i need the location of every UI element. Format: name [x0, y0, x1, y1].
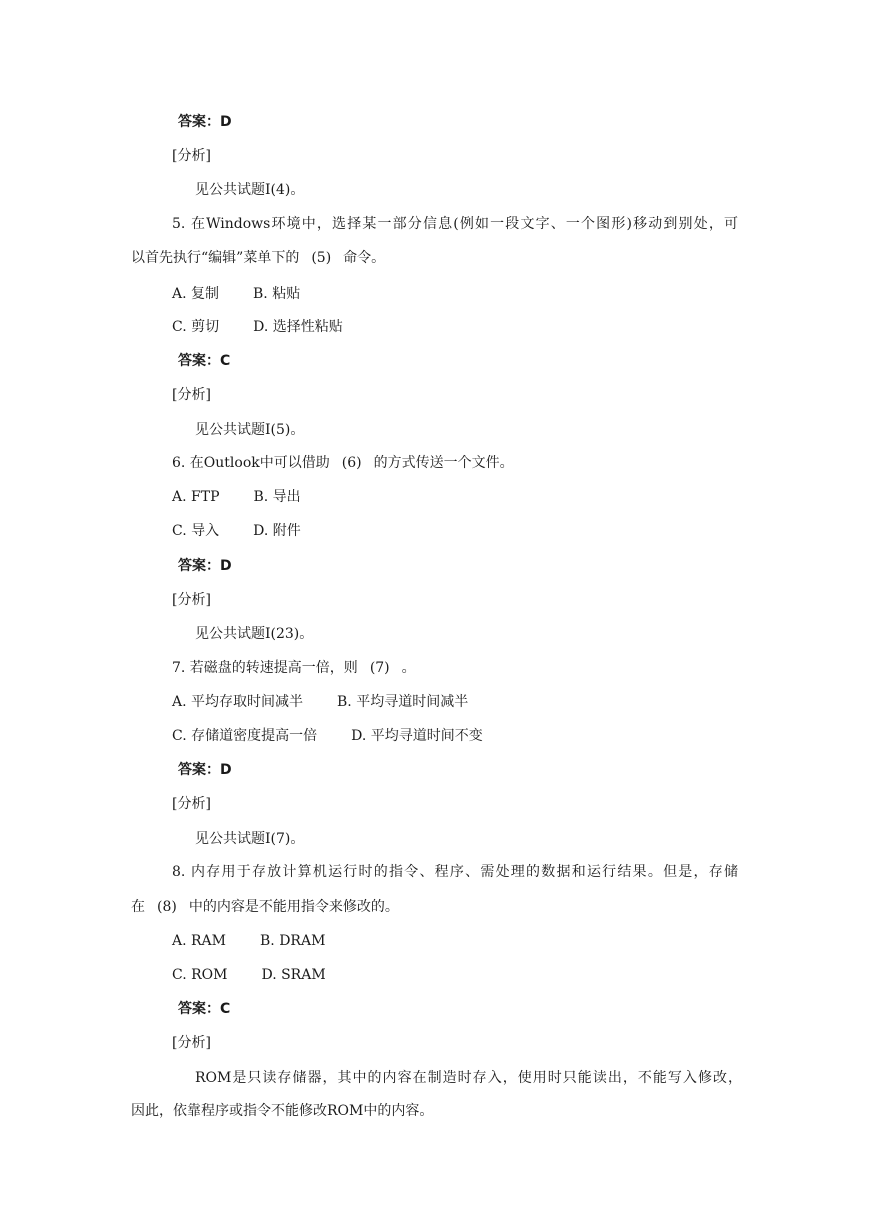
answer-4: 答案：D — [178, 114, 232, 130]
question-5-text-pre: 以首先执行“编辑”菜单下的 — [131, 250, 300, 266]
question-7-options-ab — [172, 692, 468, 712]
question-8-text-post: 中的内容是不能用指令来修改的。 — [188, 899, 399, 915]
option-8b: B. DRAM — [260, 933, 326, 949]
analysis-text-8-line-2: 因此，依靠程序或指令不能修改ROM中的内容。 — [131, 1103, 434, 1119]
question-6 — [172, 453, 514, 473]
question-8-text-pre: 在 — [131, 899, 145, 915]
option-7b: B. 平均寻道时间减半 — [337, 694, 469, 710]
question-5-blank: (5) — [311, 250, 332, 266]
question-6-text-post: 的方式传送一个文件。 — [373, 455, 514, 471]
analysis-tag-7: [分析] — [172, 796, 211, 812]
analysis-tag-5: [分析] — [172, 387, 211, 403]
option-6d: D. 附件 — [253, 523, 301, 539]
question-7-options-cd — [172, 726, 483, 746]
question-6-text-pre: 6. 在Outlook中可以借助 — [172, 455, 330, 471]
option-8a: A. RAM — [172, 933, 226, 949]
question-7-blank: (7) — [369, 660, 390, 676]
option-6c: C. 导入 — [172, 523, 220, 539]
question-7-text-pre: 7. 若磁盘的转速提高一倍，则 — [172, 660, 358, 676]
question-5-line-2 — [131, 248, 385, 268]
option-7d: D. 平均寻道时间不变 — [351, 728, 483, 744]
option-7c: C. 存储道密度提高一倍 — [172, 728, 318, 744]
option-6a: A. FTP — [172, 489, 220, 505]
analysis-text-5: 见公共试题Ⅰ(5)。 — [195, 422, 305, 438]
answer-5: 答案：C — [178, 353, 231, 369]
question-5-options-ab — [172, 284, 300, 304]
question-7 — [172, 658, 416, 678]
option-6b: B. 导出 — [253, 489, 301, 505]
analysis-text-8-line-1: ROM是只读存储器，其中的内容在制造时存入，使用时只能读出，不能写入修改， — [195, 1070, 742, 1086]
option-8c: C. ROM — [172, 967, 228, 983]
question-8-options-cd — [172, 965, 326, 985]
analysis-tag-6: [分析] — [172, 592, 211, 608]
answer-8: 答案：C — [178, 1001, 231, 1017]
question-8-blank: (8) — [157, 899, 177, 915]
question-6-options-cd — [172, 521, 301, 541]
answer-6: 答案：D — [178, 558, 232, 574]
question-5-text-post: 命令。 — [343, 250, 386, 266]
question-8-line-1: 8. 内存用于存放计算机运行时的指令、程序、需处理的数据和运行结果。但是，存储 — [172, 864, 738, 880]
option-7a: A. 平均存取时间减半 — [172, 694, 304, 710]
question-8-line-2 — [131, 897, 399, 917]
question-5-line-1: 5. 在Windows环境中，选择某一部分信息(例如一段文字、一个图形)移动到别处，可 — [172, 216, 738, 232]
analysis-tag-4: [分析] — [172, 148, 211, 164]
question-8-options-ab — [172, 931, 325, 951]
question-5-options-cd — [172, 317, 343, 337]
answer-7: 答案：D — [178, 762, 232, 778]
question-6-options-ab — [172, 487, 301, 507]
option-8d: D. SRAM — [261, 967, 326, 983]
option-5a: A. 复制 — [172, 286, 220, 302]
option-5d: D. 选择性粘贴 — [253, 319, 343, 335]
analysis-tag-8: [分析] — [172, 1035, 211, 1051]
question-7-text-post: 。 — [401, 660, 416, 676]
option-5b: B. 粘贴 — [253, 286, 301, 302]
analysis-text-7: 见公共试题Ⅰ(7)。 — [195, 831, 305, 847]
question-6-blank: (6) — [341, 455, 362, 471]
analysis-text-4: 见公共试题Ⅰ(4)。 — [195, 182, 305, 198]
option-5c: C. 剪切 — [172, 319, 220, 335]
analysis-text-6: 见公共试题Ⅰ(23)。 — [195, 626, 314, 642]
